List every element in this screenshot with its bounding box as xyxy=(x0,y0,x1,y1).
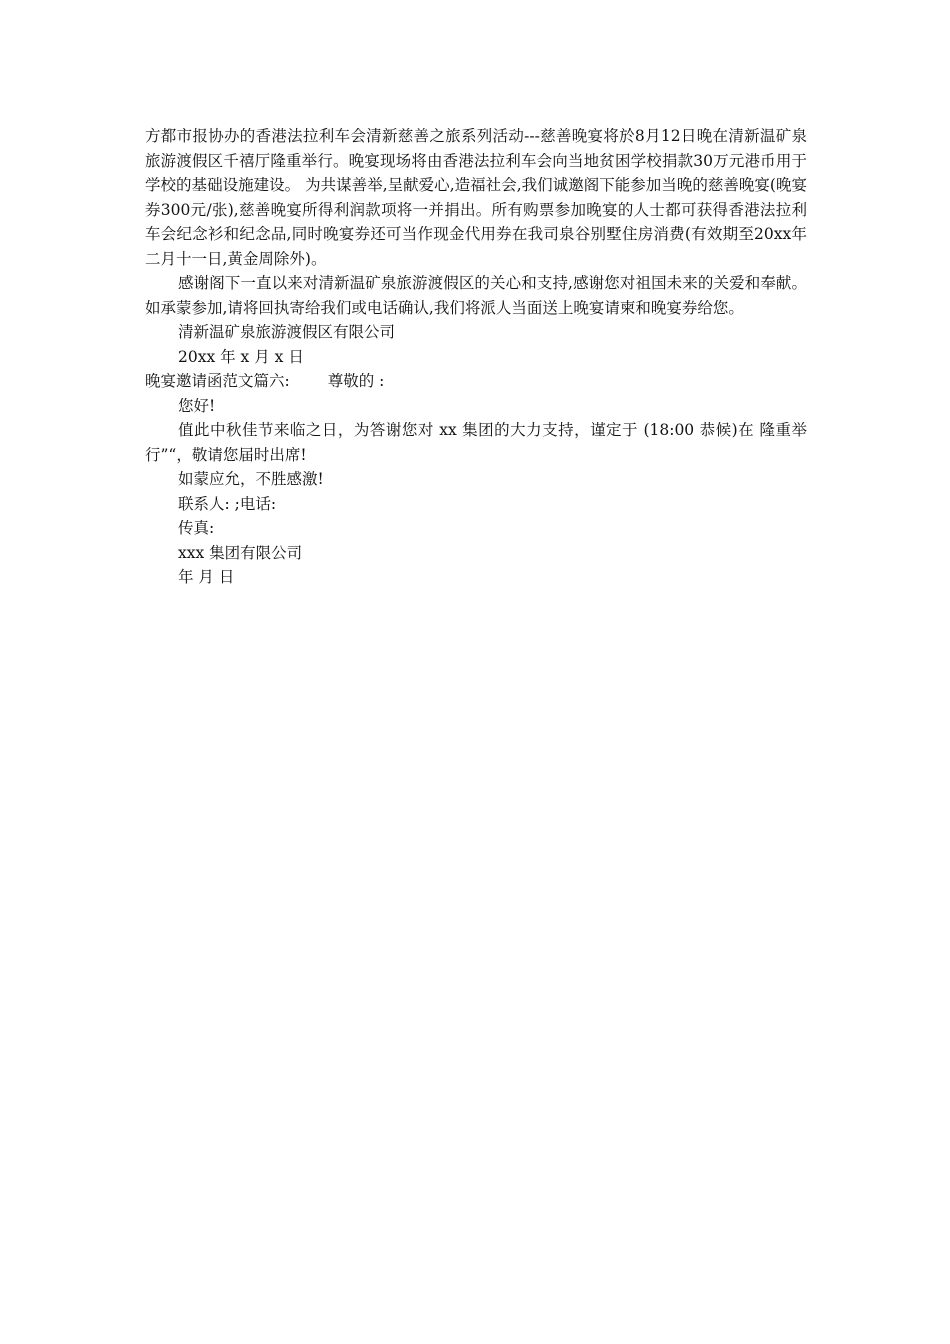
company-name-1: 清新温矿泉旅游渡假区有限公司 xyxy=(178,323,396,341)
fax-line: 传真: xyxy=(178,519,215,537)
greeting: 您好! xyxy=(178,396,216,415)
date-line-2: 年 月 日 xyxy=(178,568,235,586)
section-title: 晚宴邀请函范文篇六: xyxy=(145,372,290,390)
company-name-2: xxx 集团有限公司 xyxy=(178,543,303,562)
document-page xyxy=(145,124,807,590)
salutation: 尊敬的 : xyxy=(327,372,385,390)
closing-line: 如蒙应允，不胜感激! xyxy=(178,470,324,488)
contact-line: 联系人: ;电话: xyxy=(178,494,277,513)
body-paragraph-3: 值此中秋佳节来临之日，为答谢您对 xx 集团的大力支持，谨定于 (18:00 恭候)在 隆重举行”“，敬请您届时出席! xyxy=(145,421,807,464)
section-heading-line xyxy=(145,369,807,394)
body-paragraph-2: 感谢阁下一直以来对清新温矿泉旅游渡假区的关心和支持,感谢您对祖国未来的关爱和奉献。如承蒙参加,请将回执寄给我们或电话确认,我们将派人当面送上晚宴请柬和晚宴券给您。 xyxy=(145,274,807,317)
body-paragraph-1: 方都市报协办的香港法拉利车会清新慈善之旅系列活动---慈善晚宴将於8月12日晚在清新温矿泉旅游渡假区千禧厅隆重举行。晚宴现场将由香港法拉利车会向当地贫困学校捐款30万元港币用于学校的基础设施建设。 为共谋善举,呈献爱心,造福社会,我们诚邀阁下能参加当晚的慈善晚宴(晚宴券300元/张),慈善晚宴所得利润款项将一并捐出。所有购票参加晚宴的人士都可获得香港法拉利车会纪念衫和纪念品,同时晚宴券还可当作现金代用券在我司泉谷别墅住房消费(有效期至20xx年二月十一日,黄金周除外)。 xyxy=(145,127,807,268)
date-line-1: 20xx 年 x 月 x 日 xyxy=(178,347,304,366)
